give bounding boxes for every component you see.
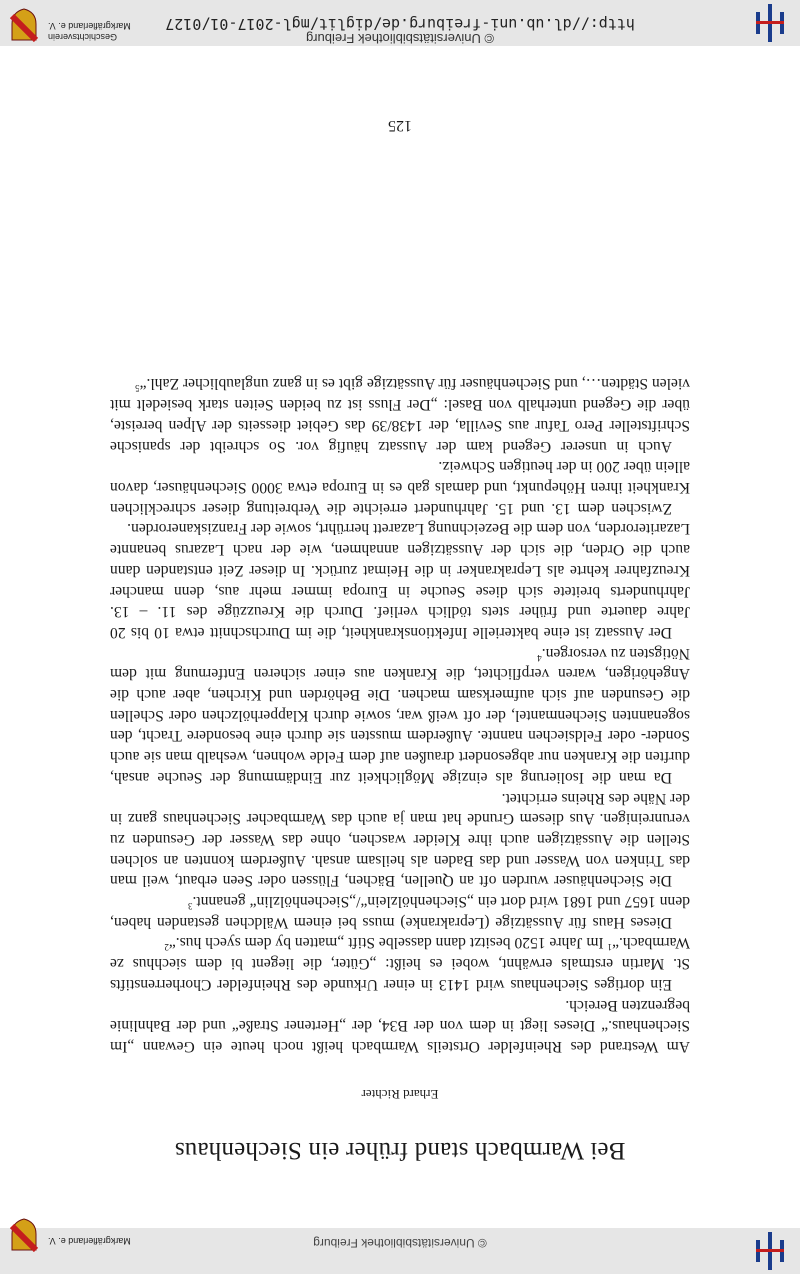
article bbox=[110, 94, 690, 1224]
article-author: Erhard Richter bbox=[361, 1087, 439, 1102]
paragraph: Ein dortiges Siechenhaus wird 1413 in einer Urkunde des Rheinfelder Chorherrenstifts St. Martin erstmals erwähnt, wobei es heißt: „Güter, die liegent bi dem siechhus ze Warmbach.“$^1$ Im Jahre 1520 besitzt dann dasselbe Stift „matten by dem syech hus.“$^2$ bbox=[110, 934, 690, 993]
footnote-mark: 3 bbox=[187, 901, 193, 912]
footnote-mark: 5 bbox=[135, 383, 140, 394]
library-credit: © Universitätsbibliothek Freiburg bbox=[305, 31, 495, 46]
paragraph: Dieses Haus für Aussätzige (Leprakranke) muss bei einem Wäldchen gestanden haben, denn 1657 und 1681 wird dort ein „Siechenhölzlein“/„Siechenhölzlin“ genannt.$^3$ bbox=[110, 893, 690, 931]
society-name: Geschichtsverein Markgräflerland e. V. bbox=[48, 21, 131, 42]
document-url[interactable]: http://dl.ub.uni-freiburg.de/diglit/mgl-2017-01/0127 bbox=[165, 15, 635, 33]
footer-society-name: Markgräflerland e. V. bbox=[48, 1236, 131, 1246]
footnote-mark: 2 bbox=[164, 942, 169, 953]
footnote-mark: 1 bbox=[607, 942, 613, 953]
paragraph: Der Aussatz ist eine bakterielle Infektionskrankheit, die im Durchschnitt etwa 10 bis 20 Jahre dauerte und früher stets tödlich verlief. Durch die Kreuzzüge des 11. – 13. Jahrhunderts breitete sich diese Seuche in Europa immer mehr aus, denn mancher Kreuzfahrer kehrte als Leprakranker in die Heimat zurück. In dieser Zeit entstanden dann auch die Orden, die sich der Aussätzigen annahmen, wie der nach Lazarus benannte Lazariterorden, von dem die Bezeichnung Lazarett herrührt, sowie der Franziskanerorden. bbox=[110, 520, 690, 641]
page-number: 125 bbox=[388, 117, 412, 134]
society-crest-icon bbox=[10, 1218, 38, 1252]
paragraph: Zwischen dem 13. und 15. Jahrhundert erreichte die Verbreitung dieser schrecklichen Krankheit ihren Höhepunkt, und damals gab es in Europa etwa 3000 Siechenhäuser, davon allein über 200 in der heutigen Schweiz. bbox=[110, 458, 690, 517]
header-bar bbox=[0, 0, 800, 46]
article-body bbox=[110, 373, 690, 1056]
footer-library-credit: © Universitätsbibliothek Freiburg bbox=[313, 1236, 487, 1250]
paragraph: Am Westrand des Rheinfelder Ortsteils Warmbach heißt noch heute ein Gewann „Im Siechenhaus.“ Dieses liegt in dem von der B34, der „Hertener Straße“ und der Bahnlinie begrenzten Bereich. bbox=[110, 996, 690, 1055]
society-crest-icon bbox=[10, 8, 38, 42]
paragraph: Die Siechenhäuser wurden oft an Quellen, Bächen, Flüssen oder Seen erbaut, weil man das Trinken von Wasser und das Baden als heilsam ansah. Außerdem konnten an solchen Stellen die Aussätzigen auch ihre Kleider waschen, ohne das Wasser der Gesunden zu verunreinigen. Aus diesem Grunde hat man ja auch das Warmbacher Siechenhaus ganz in der Nähe des Rheins errichtet. bbox=[110, 789, 690, 890]
paragraph: Da man die Isolierung als einzige Möglichkeit zur Eindämmung der Seuche ansah, durften die Kranken nur abgesondert draußen auf dem Felde wohnen, weshalb man sie auch Sonder- oder Feldsiechen nannte. Außerdem mussten sie durch eine besondere Tracht, den sogenannten Siechenmantel, der oft weiß war, sowie durch Klapperhölzchen oder Schellen die Gesunden auf sich aufmerksam machen. Die Behörden und Kirchen, aber auch die Angehörigen, waren verpflichtet, die Kranken aus einer sicheren Entfernung mit dem Nötigsten zu versorgen.$^4$ bbox=[110, 644, 690, 786]
footnote-mark: 4 bbox=[537, 652, 542, 663]
footer-bar bbox=[0, 1228, 800, 1274]
paragraph: Auch in unserer Gegend kam der Aussatz häufig vor. So schreibt der spanische Schriftsteller Pero Tafur aus Sevilla, der 1438/39 das Gebiet diesseits der Alpen bereiste, über die Gegend unterhalb von Basel: „Der Fluss ist zu beiden Seiten stark besiedelt mit vielen Städten…, und Siechenhäuser für Aussätzige gibt es in ganz unglaublicher Zahl.“$^5$ bbox=[110, 375, 690, 455]
article-title: Bei Warmbach stand früher ein Siechenhaus bbox=[174, 1137, 626, 1164]
